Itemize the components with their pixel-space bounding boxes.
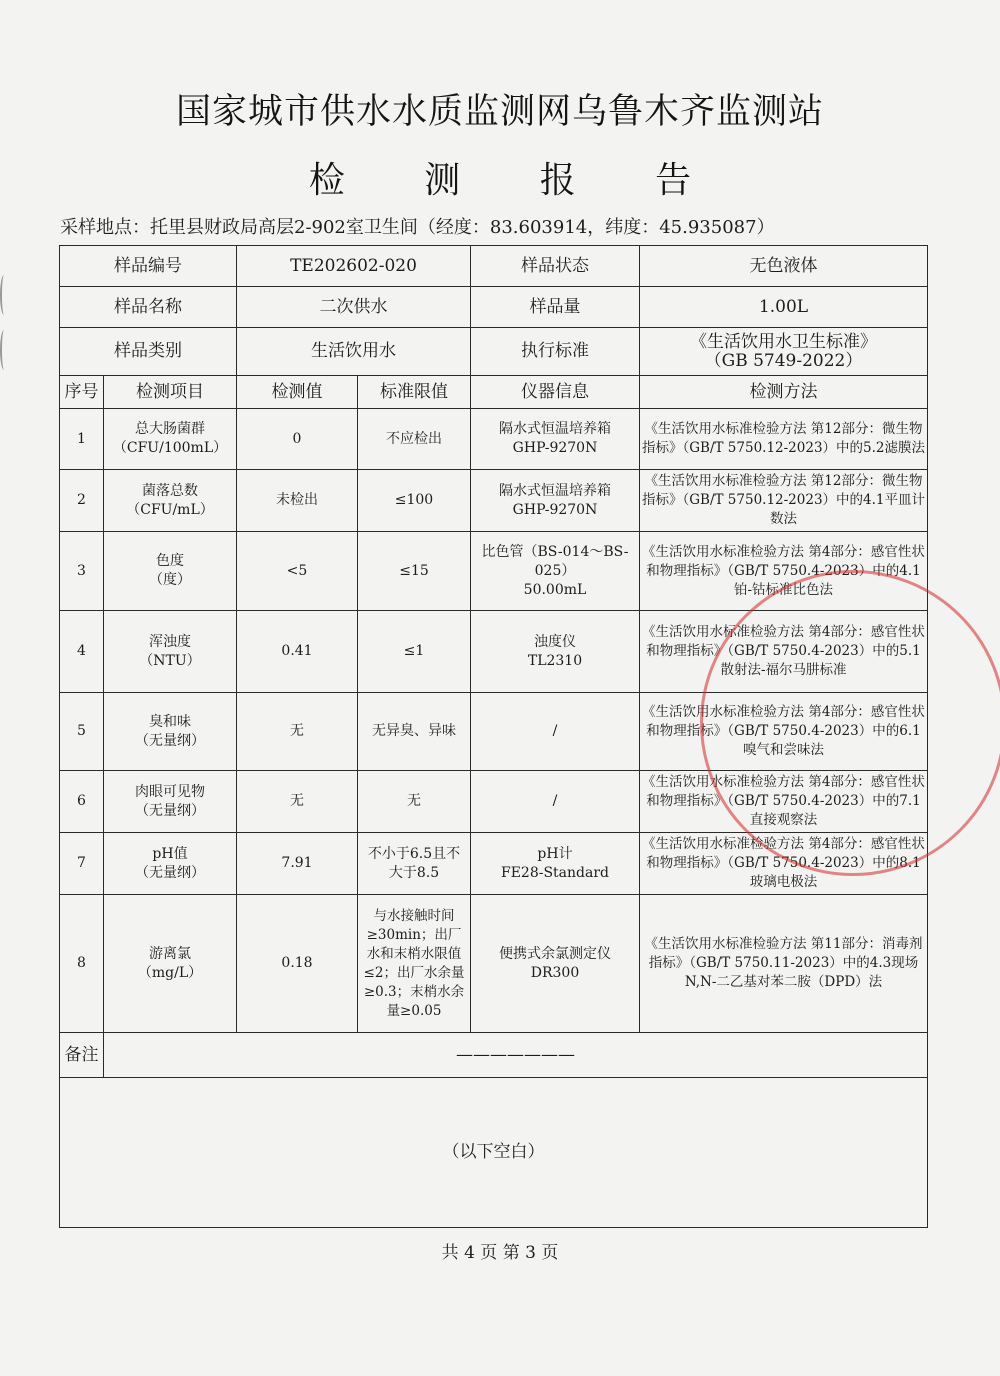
standard-value [640,328,928,376]
row-instrument: / [471,693,640,771]
row-instrument [471,611,640,693]
report-table [59,245,928,1228]
row-limit: 与水接触时间≥30min；出厂水和末梢水限值≤2；出厂水余量≥0.3；末梢水余量≥0.05 [358,895,471,1033]
blank-row [60,1078,928,1228]
item-name: 总大肠菌群 [135,421,205,437]
instrument-model: GHP-9270N [512,501,598,518]
row-method: 《生活饮用水标准检验方法 第4部分：感官性状和物理指标》（GB/T 5750.4-2023）中的6.1嗅气和尝味法 [640,693,928,771]
item-name: 菌落总数 [142,482,198,499]
sample-no-label: 样品编号 [60,246,237,287]
row-item [104,771,237,833]
row-item [104,470,237,532]
row-no: 3 [60,532,104,611]
item-unit: （无量纲） [135,802,205,819]
item-unit: （mg/L） [137,964,203,981]
item-name: pH值 [152,845,188,862]
item-name: 肉眼可见物 [135,783,205,800]
qty-value: 1.00L [640,287,928,328]
row-item [104,532,237,611]
row-value: 未检出 [237,470,358,532]
row-method: 《生活饮用水标准检验方法 第12部分：微生物指标》（GB/T 5750.12-2023）中的4.1平皿计数法 [640,470,928,532]
item-unit: （CFU/100mL） [112,440,228,456]
item-unit: （度） [149,572,191,588]
standard-label: 执行标准 [471,328,640,376]
state-label: 样品状态 [471,246,640,287]
sample-name-value: 二次供水 [237,287,471,328]
col-header-limit: 标准限值 [358,376,471,409]
category-label: 样品类别 [60,328,237,376]
instrument-name: 隔水式恒温培养箱 [499,421,611,437]
row-method: 《生活饮用水标准检验方法 第4部分：感官性状和物理指标》（GB/T 5750.4-2023）中的8.1玻璃电极法 [640,833,928,895]
table-row [60,693,928,771]
instrument-name: 便携式余氯测定仪 [499,945,611,962]
row-limit: ≤100 [358,470,471,532]
row-item [104,611,237,693]
remarks-label: 备注 [60,1033,104,1078]
row-no: 4 [60,611,104,693]
row-method: 《生活饮用水标准检验方法 第11部分：消毒剂指标》（GB/T 5750.11-2023）中的4.3现场N,N-二乙基对苯二胺（DPD）法 [640,895,928,1033]
instrument-name: 隔水式恒温培养箱 [499,482,611,499]
row-limit: 无 [358,771,471,833]
row-instrument [471,470,640,532]
table-row [60,771,928,833]
item-unit: （无量纲） [135,864,205,881]
row-value: 7.91 [237,833,358,895]
remarks-row [60,1033,928,1078]
state-value: 无色液体 [640,246,928,287]
row-limit: 无异臭、异味 [358,693,471,771]
item-name: 臭和味 [149,713,191,730]
category-value: 生活饮用水 [237,328,471,376]
row-limit: ≤1 [358,611,471,693]
item-unit: （无量纲） [135,732,205,749]
row-value: 无 [237,693,358,771]
row-item [104,693,237,771]
table-row [60,409,928,470]
table-row [60,611,928,693]
row-method: 《生活饮用水标准检验方法 第4部分：感官性状和物理指标》（GB/T 5750.4-2023）中的5.1散射法-福尔马肼标准 [640,611,928,693]
table-row [60,470,928,532]
row-no: 2 [60,470,104,532]
sampling-location: 采样地点：托里县财政局高层2-902室卫生间（经度：83.603914，纬度：45.935087） [60,217,775,238]
instrument-model: DR300 [530,964,580,981]
row-instrument [471,833,640,895]
instrument-model: GHP-9270N [512,440,598,456]
item-name: 浑浊度 [149,633,191,650]
blank-note: （以下空白） [60,1078,928,1228]
organization-title: 国家城市供水水质监测网乌鲁木齐监测站 [175,92,824,132]
item-name: 色度 [156,553,184,569]
row-method: 《生活饮用水标准检验方法 第4部分：感官性状和物理指标》（GB/T 5750.4-2023）中的7.1直接观察法 [640,771,928,833]
row-limit: ≤15 [358,532,471,611]
column-header-row [60,376,928,409]
row-limit: 不小于6.5且不大于8.5 [358,833,471,895]
info-row [60,246,928,287]
row-method: 《生活饮用水标准检验方法 第4部分：感官性状和物理指标》（GB/T 5750.4-2023）中的4.1铂-钴标准比色法 [640,532,928,611]
row-instrument: / [471,771,640,833]
instrument-name: 比色管（BS-014～BS-025） [481,543,629,579]
sample-no-value: TE202602-020 [237,246,471,287]
instrument-model: FE28-Standard [500,864,610,881]
row-instrument [471,532,640,611]
instrument-model: 50.00mL [523,581,587,598]
instrument-name: pH计 [537,845,573,862]
col-header-method: 检测方法 [640,376,928,409]
instrument-name: 浊度仪 [534,633,576,650]
remarks-value: ——————— [104,1033,928,1078]
info-row [60,287,928,328]
standard-line1: 《生活饮用水卫生标准》 [690,331,877,352]
col-header-value: 检测值 [237,376,358,409]
row-value: <5 [237,532,358,611]
row-value: 0 [237,409,358,470]
col-header-instrument: 仪器信息 [471,376,640,409]
info-row [60,328,928,376]
row-value: 无 [237,771,358,833]
table-row [60,833,928,895]
standard-line2: （GB 5749-2022） [704,350,863,371]
row-value: 0.18 [237,895,358,1033]
report-title: 检 测 报 告 [308,160,726,201]
row-no: 1 [60,409,104,470]
sample-name-label: 样品名称 [60,287,237,328]
table-row [60,532,928,611]
col-header-no: 序号 [60,376,104,409]
item-unit: （NTU） [139,652,201,669]
row-item [104,409,237,470]
row-item [104,895,237,1033]
row-limit: 不应检出 [358,409,471,470]
row-no: 8 [60,895,104,1033]
row-value: 0.41 [237,611,358,693]
row-no: 5 [60,693,104,771]
row-method: 《生活饮用水标准检验方法 第12部分：微生物指标》（GB/T 5750.12-2023）中的5.2滤膜法 [640,409,928,470]
page-footer: 共 4 页 第 3 页 [441,1243,559,1263]
row-no: 7 [60,833,104,895]
row-instrument [471,409,640,470]
instrument-model: TL2310 [527,652,583,669]
item-name: 游离氯 [149,945,191,962]
table-row [60,895,928,1033]
col-header-item: 检测项目 [104,376,237,409]
qty-label: 样品量 [471,287,640,328]
row-instrument [471,895,640,1033]
row-no: 6 [60,771,104,833]
row-item [104,833,237,895]
item-unit: （CFU/mL） [126,501,214,518]
report-table-container [59,245,927,1228]
